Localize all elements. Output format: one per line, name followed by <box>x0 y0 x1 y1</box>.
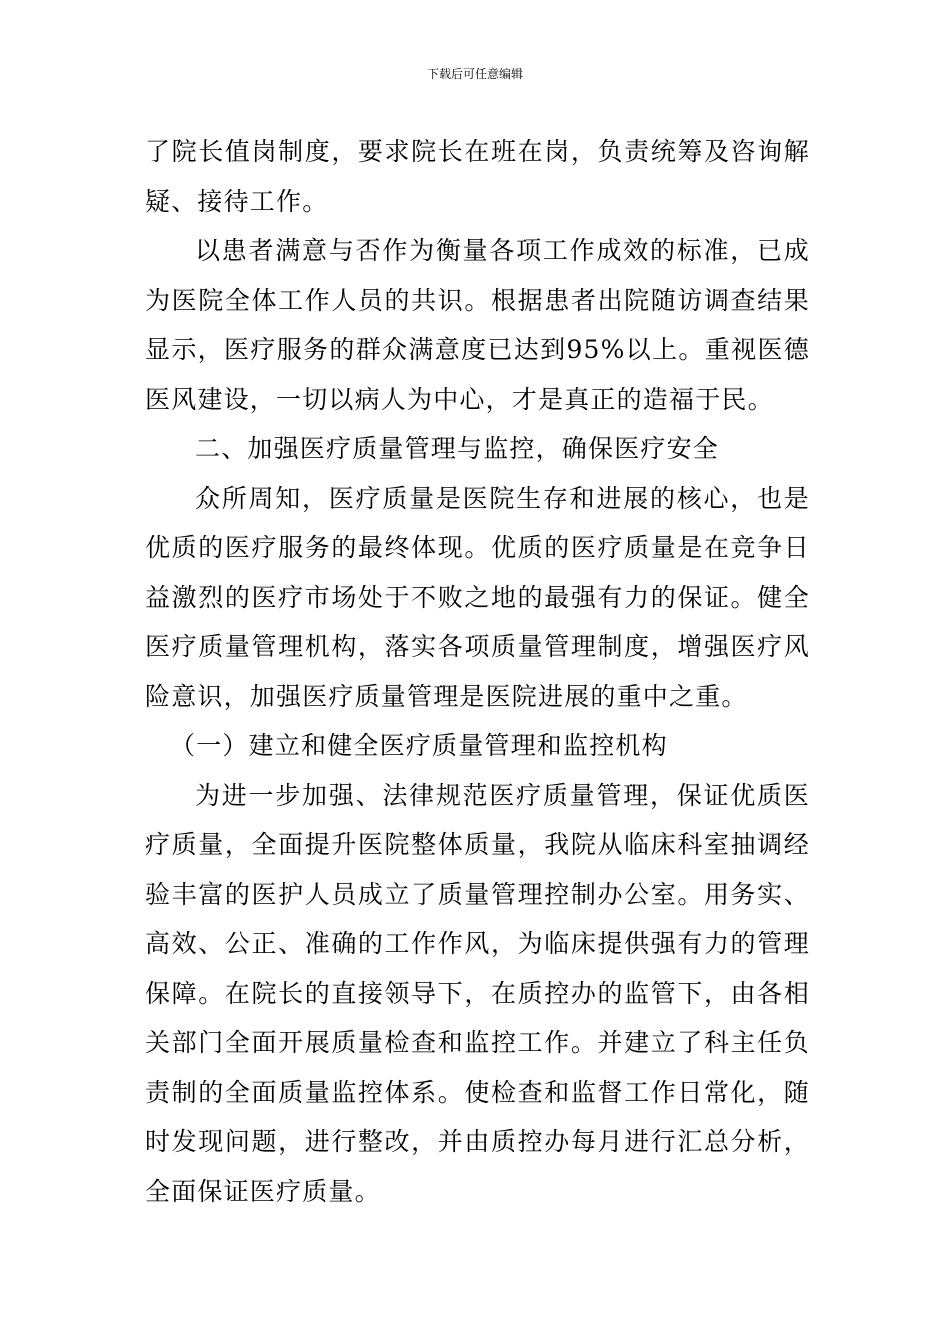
section-heading-quality-management: 二、加强医疗质量管理与监控，确保医疗安全 <box>195 434 720 463</box>
paragraph-continuation: 了院长值岗制度，要求院长在班在岗，负责统筹及咨询解疑、接待工作。 <box>145 137 810 216</box>
document-body <box>145 127 810 1216</box>
paragraph-quality-core: 众所周知，医疗质量是医院生存和进展的核心，也是优质的医疗服务的最终体现。优质的医疗质量是在竞争日益激烈的医疗市场处于不败之地的最强有力的保证。健全医疗质量管理机构，落实各项质量管理制度，增强医疗风险意识，加强医疗质量管理是医院进展的重中之重。 <box>145 483 810 711</box>
subsection-heading-monitoring-agency: （一）建立和健全医疗质量管理和监控机构 <box>170 731 668 760</box>
paragraph-quality-control-office: 为进一步加强、法律规范医疗质量管理，保证优质医疗质量，全面提升医院整体质量，我院从临床科室抽调经验丰富的医护人员成立了质量管理控制办公室。用务实、高效、公正、准确的工作作风，为临床提供强有力的管理保障。在院长的直接领导下，在质控办的监管下，由各相关部门全面开展质量检查和监控工作。并建立了科主任负责制的全面质量监控体系。使检查和监督工作日常化，随时发现问题，进行整改，并由质控办每月进行汇总分析，全面保证医疗质量。 <box>145 780 810 1206</box>
page-header-note: 下载后可任意编辑 <box>426 67 523 81</box>
paragraph-patient-satisfaction: 以患者满意与否作为衡量各项工作成效的标准，已成为医院全体工作人员的共识。根据患者出院随访调查结果显示，医疗服务的群众满意度已达到95%以上。重视医德医风建设，一切以病人为中心，才是真正的造福于民。 <box>145 236 810 414</box>
